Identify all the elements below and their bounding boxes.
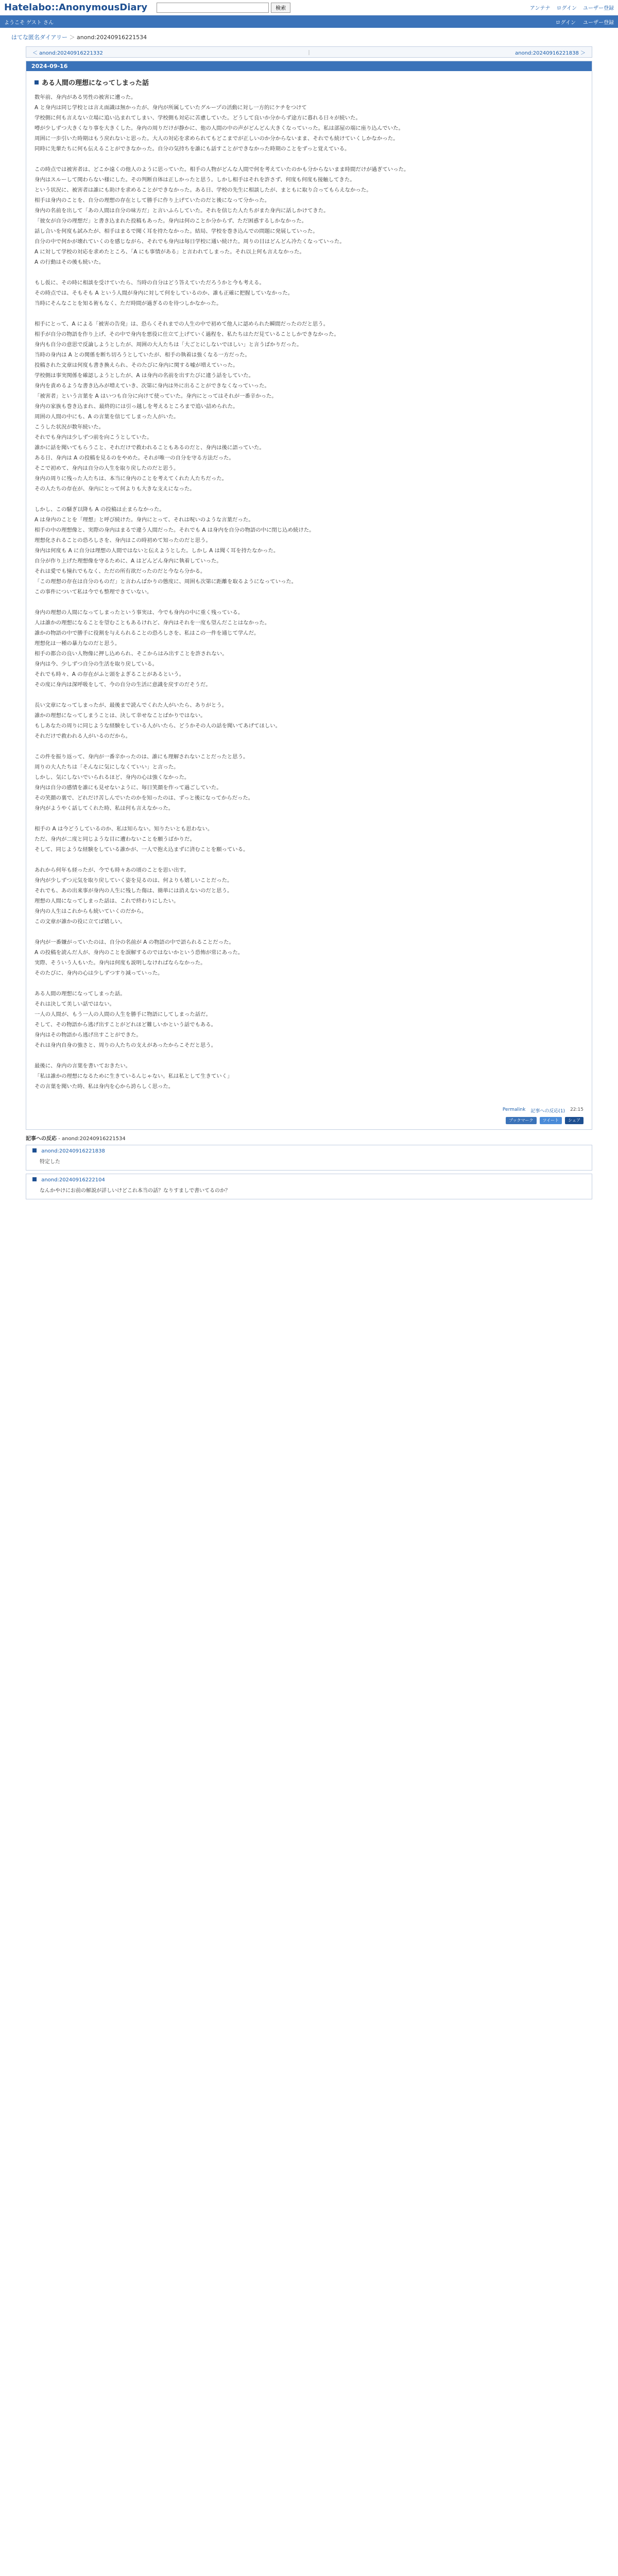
paragraph-line: この件を振り返って、身内が一番辛かったのは、誰にも理解されないことだったと思う。 xyxy=(35,754,249,760)
nav-login-link[interactable]: ログイン xyxy=(555,20,576,26)
paragraph-line: 「私は誰かの理想になるために生きているんじゃない。私は私として生きていく」 xyxy=(35,1073,233,1079)
paragraph-line: この文章が誰かの役に立てば嬉しい。 xyxy=(35,919,126,925)
paragraph-line: 実際、そういう人もいた。身内は何度も説明しなければならなかった。 xyxy=(35,960,206,966)
paragraph-block xyxy=(35,700,583,741)
trackback-link[interactable]: anond:20240916221838 xyxy=(41,1148,105,1154)
paragraph-line: A の行動はその後も続いた。 xyxy=(35,259,105,265)
paragraph-line: 「被害者」という言葉を A はいつも自分に向けて使っていた。身内にとってはそれが一番辛かった。 xyxy=(35,393,277,399)
paragraph-line: 「彼女が自分の理想だ」と書き込まれた投稿もあった。身内は何のことか分からず、ただ困惑するしかなかった。 xyxy=(35,218,307,224)
paragraph-line: 数年前、身内がある男性の被害に遭った。 xyxy=(35,94,136,100)
paragraph-line: それでも時々、A の存在がふと頭をよぎることがあるという。 xyxy=(35,671,184,677)
paragraph-line: それだけで救われる人がいるのだから。 xyxy=(35,733,131,739)
paragraph-line: それでも身内は少しずつ前を向こうとしていた。 xyxy=(35,434,152,440)
paragraph-line: この事件について私は今でも整理できていない。 xyxy=(35,589,152,595)
search-area xyxy=(157,3,290,13)
paragraph-block xyxy=(35,92,583,154)
paragraph-block xyxy=(35,504,583,597)
breadcrumb xyxy=(0,28,618,44)
paragraph-line: 理想の人間になってしまった話は、これで終わりにしたい。 xyxy=(35,898,179,904)
paragraph-line: 当時にそんなことを知る術もなく、ただ時間が過ぎるのを待つしかなかった。 xyxy=(35,300,222,307)
paragraph-line: 投稿された文章は何度も書き換えられ、そのたびに身内に関する嘘が増えていった。 xyxy=(35,362,238,368)
search-input[interactable] xyxy=(157,3,269,13)
paragraph-line: 身内の周りに残った人たちは、本当に身内のことを考えてくれた人たちだった。 xyxy=(35,476,228,482)
paragraph-line: 噂が少しずつ大きくなり事を大きくした。身内の周りだけが静かに、他の人間の中の声がどんどん大きくなっていった。私は部屋の端に座り込んでいた。 xyxy=(35,125,404,131)
paragraph-line: 理想化は一種の暴力なのだと思う。 xyxy=(35,640,121,647)
paragraph-line: 学校側に何も言えない立場に追い込まれてしまい、学校側も対応に苦慮していた。どうして良いか分からず途方に暮れる日々が続いた。 xyxy=(35,115,361,121)
paragraph-line: 身内も自分の意思で反論しようとしたが、周囲の大人たちは「大ごとにしないでほしい」と言うばかりだった。 xyxy=(35,342,302,348)
trackback-item xyxy=(26,1145,592,1171)
nav-right xyxy=(556,18,614,26)
paragraph-line: そのたびに、身内の心は少しずつすり減っていった。 xyxy=(35,970,163,976)
facebook-share-button[interactable]: シェア xyxy=(565,1117,583,1124)
bullet-square-icon xyxy=(32,1148,37,1153)
welcome-text: ようこそ ゲスト さん xyxy=(4,20,54,26)
paragraph-line: という状況に、被害者は誰にも助けを求めることができなかった。ある日、学校の先生に相談したが、まともに取り合ってもらえなかった。 xyxy=(35,187,372,193)
paragraph-line: 身内は今、少しずつ自分の生活を取り戻している。 xyxy=(35,661,158,667)
paragraph-line: その時点では、そもそも A という人間が身内に対して何をしているのか、誰も正確に把握していなかった。 xyxy=(35,290,294,296)
paragraph-line: 相手の A は今どうしているのか、私は知らない。知りたいとも思わない。 xyxy=(35,826,213,832)
permalink-link[interactable]: Permalink xyxy=(502,1107,526,1112)
paragraph-line: 長い文章になってしまったが、最後まで読んでくれた人がいたら、ありがとう。 xyxy=(35,702,228,708)
trackback-text: 特定した xyxy=(40,1159,60,1165)
paragraph-line: 相手にとって、A による「被害の告発」は、恐らくそれまでの人生の中で初めて他人に認められた瞬間だったのだと思う。 xyxy=(35,321,329,327)
paragraph-line: 周りの大人たちは「そんなに気にしなくていい」と言った。 xyxy=(35,764,179,770)
paragraph-line: 相手の中の理想像と、実際の身内はまるで違う人間だった。それでも A は身内を自分の物語の中に閉じ込め続けた。 xyxy=(35,527,315,533)
pager-divider: ｜ xyxy=(306,50,312,56)
paragraph-line: そこで初めて、身内は自分の人生を取り戻したのだと思う。 xyxy=(35,465,179,471)
paragraph-line: 身内の人生はこれからも続いていくのだから。 xyxy=(35,908,147,914)
paragraph-line: それでも、あの出来事が身内の人生に残した傷は、簡単には消えないのだと思う。 xyxy=(35,888,233,894)
entry-time: 22:15 xyxy=(570,1107,583,1112)
paragraph-line: 身内を責めるような書き込みが増えていき、次第に身内は外に出ることができなくなっていった。 xyxy=(35,383,270,389)
paragraph-line: A の投稿を読んだ人が、身内のことを誤解するのではないかという恐怖が常にあった。 xyxy=(35,950,244,956)
paragraph-line: A は身内のことを「理想」と呼び続けた。身内にとって、それは呪いのような言葉だった。 xyxy=(35,517,254,523)
paragraph-line: A と身内は同じ学校とは言え面識は無かったが、身内が所属していたグループの活動に対し一方的にケチをつけて xyxy=(35,105,307,111)
paragraph-line: その人たちの存在が、身内にとって何よりも大きな支えになった。 xyxy=(35,486,195,492)
share-buttons xyxy=(26,1116,592,1129)
paragraph-line: ある日、身内は A の投稿を見るのをやめた。それが唯一の自分を守る方法だった。 xyxy=(35,455,234,461)
paragraph-line: そして、その物語から逃げ出すことがどれほど難しいかという話でもある。 xyxy=(35,1022,217,1028)
nav-bar xyxy=(0,15,618,28)
entry-footer xyxy=(26,1107,592,1116)
paragraph-line: 身内は自分の感情を誰にも見せないように、毎日笑顔を作って過ごしていた。 xyxy=(35,785,222,791)
paragraph-line: 身内が一番嫌がっていたのは、自分の名前が A の物語の中で語られることだった。 xyxy=(35,939,234,945)
site-logo[interactable]: Hatelabo::AnonymousDiary xyxy=(4,2,148,13)
paragraph-line: A に対して学校の対応を求めたところ、「A にも事情がある」と言われてしまった。それ以上何も言えなかった。 xyxy=(35,249,305,255)
paragraph-line: 誰かに話を聞いてもらうこと、それだけで救われることもあるのだと、身内は後に語っていた。 xyxy=(35,445,265,451)
paragraph-line: 人は誰かの理想になることを望むこともあるけれど、身内はそれを一度も望んだことはなかった。 xyxy=(35,620,270,626)
bullet-square-icon xyxy=(32,1177,37,1181)
paragraph-line: その笑顔の裏で、どれだけ苦しんでいたのかを知ったのは、ずっと後になってからだった。 xyxy=(35,795,254,801)
main-container xyxy=(26,46,592,1199)
paragraph-line: その度に身内は深呼吸をして、今の自分の生活に意識を戻すのだそうだ。 xyxy=(35,682,211,688)
paragraph-block xyxy=(35,164,583,267)
entry-date: 2024-09-16 xyxy=(26,61,592,71)
paragraph-line: その言葉を聞いた時、私は身内を心から誇らしく思った。 xyxy=(35,1083,174,1090)
paragraph-line: 誰かの理想になってしまうことは、決して幸せなことばかりではない。 xyxy=(35,713,206,719)
entry-title-text: ある人間の理想になってしまった話 xyxy=(42,79,149,87)
paragraph-line: 自分の中で何かが壊れていくのを感じながら、それでも身内は毎日学校に通い続けた。周りの目はどんどん冷たくなっていった。 xyxy=(35,239,345,245)
paragraph-line: 自分が作り上げた理想像を守るために、A はどんどん身内に執着していった。 xyxy=(35,558,222,564)
paragraph-line: ただ、身内が二度と同じような目に遭わないことを願うばかりだ。 xyxy=(35,836,195,842)
paragraph-line: ある人間の理想になってしまった話。 xyxy=(35,991,126,997)
entry-paragraphs xyxy=(35,92,583,1092)
paragraph-line: 身内が少しずつ元気を取り戻していく姿を見るのは、何よりも嬉しいことだった。 xyxy=(35,877,233,884)
paragraph-line: 身内の名前を出して「あの人間は自分の味方だ」と言いふらしていた。それを信じた人たちがまた身内に話しかけてきた。 xyxy=(35,208,329,214)
paragraph-line: 誰かの物語の中で勝手に役割を与えられることの恐ろしさを、私はこの一件を通じて学んだ。 xyxy=(35,630,260,636)
paragraph-line: そして、同じような経験をしている誰かが、一人で抱え込まずに済むことを願っている。 xyxy=(35,846,249,853)
trackback-sub: - anond:20240916221534 xyxy=(58,1136,126,1142)
diary-entry xyxy=(26,61,592,1130)
paragraph-line: 話し合いを何度も試みたが、相手はまるで聞く耳を持たなかった。結局、学校を巻き込んでの問題に発展していった。 xyxy=(35,228,318,234)
trackback-item xyxy=(26,1174,592,1199)
paragraph-line: 周囲に一歩引いた時期はもう戻れないと思った。大人の対応を求められてもどこまでが正しいのか分からないまま、それでも続けていくしかなかった。 xyxy=(35,135,399,142)
paragraph-block xyxy=(35,865,583,927)
paragraph-line: 相手の都合の良い人物像に押し込められ、そこからはみ出すことを許されない。 xyxy=(35,651,228,657)
paragraph-line: 「この理想の存在は自分のものだ」と言わんばかりの態度に、周囲も次第に距離を取るようになっていった。 xyxy=(35,579,297,585)
paragraph-line: 身内がようやく話してくれた時、私は何も言えなかった。 xyxy=(35,805,174,811)
paragraph-line: 当時の身内は A との関係を断ち切ろうとしていたが、相手の執着は強くなる一方だった。 xyxy=(35,352,250,358)
paragraph-block xyxy=(35,752,583,814)
bookmark-share-button[interactable]: ブックマーク xyxy=(506,1117,536,1124)
tweet-share-button[interactable]: ツイート xyxy=(540,1117,562,1124)
title-square-icon xyxy=(35,80,39,84)
paragraph-line: しかし、気にしないでいられるほど、身内の心は強くなかった。 xyxy=(35,774,190,781)
paragraph-line: 身内は何度も A に自分は理想の人間ではないと伝えようとした。しかし A は聞く耳を持たなかった。 xyxy=(35,548,279,554)
reactions-link[interactable]: 記事への反応(1) xyxy=(530,1109,565,1114)
paragraph-block xyxy=(35,824,583,855)
paragraph-line: 学校側は事実関係を確認しようとしたが、A は身内の名前を出すたびに違う話をしていた。 xyxy=(35,372,254,379)
breadcrumb-current: anond:20240916221534 xyxy=(77,34,147,41)
trackback-head xyxy=(32,1177,586,1183)
paragraph-line: 身内の理想の人間になってしまったという事実は、今でも身内の中に重く残っている。 xyxy=(35,609,244,616)
paragraph-line: 最後に、身内の言葉を書いておきたい。 xyxy=(35,1063,131,1069)
paragraph-line: 相手が自分の物語を作り上げ、その中で身内を悪役に仕立て上げていく過程を、私たちはただ見ていることしかできなかった。 xyxy=(35,331,339,337)
paragraph-line: それは愛でも憧れでもなく、ただの所有欲だったのだと今なら分かる。 xyxy=(35,568,206,574)
paragraph-line: もしあなたの周りに同じような経験をしている人がいたら、どうかその人の話を聞いてあげてほしい。 xyxy=(35,723,281,729)
paragraph-line: こうした状況が数年続いた。 xyxy=(35,424,105,430)
search-button[interactable]: 検索 xyxy=(271,3,290,13)
prev-entry-link[interactable]: ＜ anond:20240916221332 xyxy=(32,50,103,56)
paragraph-line: 身内はその物語から逃げ出すことができた。 xyxy=(35,1032,142,1038)
trackback-head xyxy=(32,1148,586,1154)
top-header xyxy=(0,0,618,15)
entry-pager xyxy=(26,46,592,58)
trackback-label: 記事への反応 xyxy=(26,1136,57,1142)
paragraph-line: もし仮に、その時に相談を受けていたら、当時の自分はどう答えていただろうかと今も考える。 xyxy=(35,280,265,286)
paragraph-line: 相手は身内のことを、自分の理想の存在として勝手に作り上げていたのだと後になって分かった。 xyxy=(35,197,270,204)
trackback-section xyxy=(26,1134,592,1199)
register-link[interactable]: ユーザー登録 xyxy=(583,6,614,11)
paragraph-block xyxy=(35,937,583,978)
paragraph-line: それは身内自身の強さと、周りの人たちの支えがあったからこそだと思う。 xyxy=(35,1042,217,1048)
trackback-link[interactable]: anond:20240916222104 xyxy=(41,1177,105,1183)
next-entry-link[interactable]: anond:20240916221838 ＞ xyxy=(515,50,586,56)
paragraph-line: それは決して美しい話ではない。 xyxy=(35,1001,115,1007)
paragraph-block xyxy=(35,319,583,494)
paragraph-line: しかし、この騒ぎ以降も A の投稿は止まらなかった。 xyxy=(35,506,165,513)
paragraph-line: 身内はスルーして関わらない様にした。その判断自体は正しかったと思う。しかし相手はそれを許さず、何度も何度も接触してきた。 xyxy=(35,177,355,183)
paragraph-line: 理想化されることの恐ろしさを、身内はこの時初めて知ったのだと思う。 xyxy=(35,537,211,544)
paragraph-line: 身内の家族も巻き込まれ、最終的には引っ越しを考えるところまで追い詰められた。 xyxy=(35,403,238,410)
paragraph-line: あれから何年も経ったが、今でも時々あの頃のことを思い出す。 xyxy=(35,867,190,873)
antenna-link[interactable]: アンテナ xyxy=(529,6,551,11)
paragraph-line: 周囲の人間の中にも、A の言葉を信じてしまった人がいた。 xyxy=(35,414,179,420)
breadcrumb-separator: ＞ xyxy=(69,34,75,41)
top-links xyxy=(530,4,614,11)
paragraph-line: 一人の人間が、もう一人の人間の人生を勝手に物語にしてしまった話だ。 xyxy=(35,1011,211,1018)
paragraph-block xyxy=(35,607,583,690)
paragraph-block xyxy=(35,278,583,309)
login-link[interactable]: ログイン xyxy=(556,6,577,11)
paragraph-block xyxy=(35,1061,583,1092)
trackback-text: なんかやけにお前の解説が詳しいけどこれ本当の話？なりすましで書いてるのか？ xyxy=(40,1188,230,1194)
breadcrumb-parent[interactable]: はてな匿名ダイアリー xyxy=(11,34,68,41)
paragraph-line: この時点では被害者は、どこか遠くの他人のように思っていた。相手の人物がどんな人間で何を考えていたのかも分からないまま時間だけが過ぎていった。 xyxy=(35,166,409,173)
paragraph-block xyxy=(35,989,583,1050)
nav-register-link[interactable]: ユーザー登録 xyxy=(583,20,614,26)
entry-body xyxy=(26,71,592,1107)
paragraph-line: 同時に先輩たちに何も伝えることができなかった。自分の気持ちを誰にも話すことができなかった時期のことをずっと覚えている。 xyxy=(35,146,350,152)
entry-title[interactable] xyxy=(35,77,583,87)
